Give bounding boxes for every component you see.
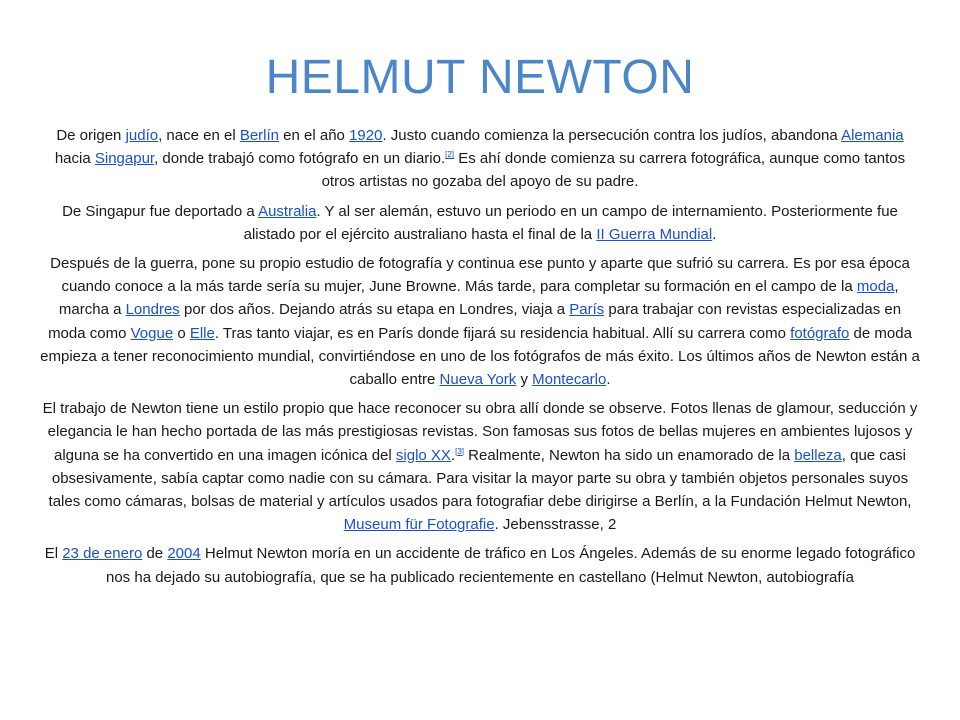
link-elle[interactable]: Elle xyxy=(189,324,215,342)
text: . Tras tanto viajar, es en París donde fijará su residencia habitual. Allí su carrera como xyxy=(214,324,791,342)
text: para trabajar con revistas especializadas en moda como xyxy=(48,301,902,342)
link-londres[interactable]: Londres xyxy=(125,301,180,319)
slide-body xyxy=(40,124,920,595)
text: El trabajo de Newton tiene un estilo propio que hace reconocer su obra allí donde se observe. Fotos llenas de glamour, seducción y elegancia le han hecho portada de las más prestigiosas revistas. Son famosas sus fotos de bellas mujeres en ambientes lujosos y alguna se ha convertido en una imagen icónica del xyxy=(42,400,918,464)
text: Después de la guerra, pone su propio estudio de fotografía y continua ese punto y aparte que sufrió su carrera. Es por esa época cuando conoce a la más tarde sería su mujer, June Browne. Más tarde, para completar su formación en el campo de la xyxy=(50,255,910,296)
paragraph-australia xyxy=(40,200,920,246)
text: Es ahí donde comienza su carrera fotográfica, aunque como tantos otros artistas no gozaba del apoyo de su padre. xyxy=(321,150,906,191)
reference-link-2[interactable]: [2] xyxy=(445,150,455,160)
link-paris[interactable]: París xyxy=(569,301,605,319)
link-vogue[interactable]: Vogue xyxy=(130,324,174,342)
paragraph-style xyxy=(40,397,920,536)
text: Helmut Newton moría en un accidente de tráfico en Los Ángeles. Además de su enorme legado fotográfico nos ha dejado su autobiografía, que se ha publicado recientemente en castellano (Helmut Newton, autobiografía xyxy=(106,545,916,586)
link-montecarlo[interactable]: Montecarlo xyxy=(532,371,607,389)
text: De origen xyxy=(56,127,126,144)
link-1920[interactable]: 1920 xyxy=(349,127,383,144)
text: . xyxy=(450,446,456,464)
link-siglo-xx[interactable]: siglo XX xyxy=(395,446,451,464)
text: , nace en el xyxy=(158,127,240,144)
text: . Jebensstrasse, 2 xyxy=(494,516,617,534)
text: hacia xyxy=(54,150,95,168)
reference-link-3[interactable]: [3] xyxy=(455,446,465,456)
link-berlin[interactable]: Berlín xyxy=(239,127,280,144)
text: . Y al ser alemán, estuvo un periodo en un campo de internamiento. Posteriormente fue alistado por el ejército australiano hasta el final de la xyxy=(243,202,898,243)
text: , donde trabajó como fotógrafo en un diario. xyxy=(154,150,446,168)
text: , marcha a xyxy=(58,278,899,319)
text: . xyxy=(606,371,611,389)
paragraph-career xyxy=(40,252,920,391)
text: de moda empieza a tener reconocimiento mundial, convirtiéndose en uno de los fotógrafos de más éxito. Los últimos años de Newton están a caballo entre xyxy=(40,324,920,389)
link-moda[interactable]: moda xyxy=(856,278,895,296)
link-judio[interactable]: judío xyxy=(125,127,159,144)
link-alemania[interactable]: Alemania xyxy=(841,127,904,144)
link-singapur[interactable]: Singapur xyxy=(94,150,155,168)
paragraph-origin xyxy=(40,124,920,194)
text: De Singapur fue deportado a xyxy=(62,202,259,220)
link-23-de-enero[interactable]: 23 de enero xyxy=(62,545,143,563)
text: en el año xyxy=(279,127,350,144)
link-nueva-york[interactable]: Nueva York xyxy=(439,371,517,389)
link-australia[interactable]: Australia xyxy=(258,202,317,220)
link-ii-guerra-mundial[interactable]: II Guerra Mundial xyxy=(596,225,713,243)
text: o xyxy=(173,324,190,342)
text: y xyxy=(516,371,533,389)
link-belleza[interactable]: belleza xyxy=(794,446,842,464)
text: Realmente, Newton ha sido un enamorado de la xyxy=(464,446,795,464)
text: de xyxy=(142,545,168,563)
page-title: HELMUT NEWTON xyxy=(265,51,695,104)
text: El xyxy=(44,545,63,563)
link-museum-fur-fotografie[interactable]: Museum für Fotografie xyxy=(343,516,495,534)
link-fotografo[interactable]: fotógrafo xyxy=(790,324,850,342)
text: , que casi obsesivamente, sabía captar como nadie con su cámara. Para visitar la mayor parte su obra y también objetos personales suyos tales como cámaras, bolsas de material y artículos usados para fotografiar debe dirigirse a Berlín, a la Fundación Helmut Newton, xyxy=(48,446,912,511)
text: . Justo cuando comienza la persecución contra los judíos, abandona xyxy=(382,127,842,144)
link-2004[interactable]: 2004 xyxy=(167,545,201,563)
text: por dos años. Dejando atrás su etapa en Londres, viaja a xyxy=(179,301,570,319)
paragraph-death xyxy=(40,542,920,588)
text: . xyxy=(712,225,717,243)
